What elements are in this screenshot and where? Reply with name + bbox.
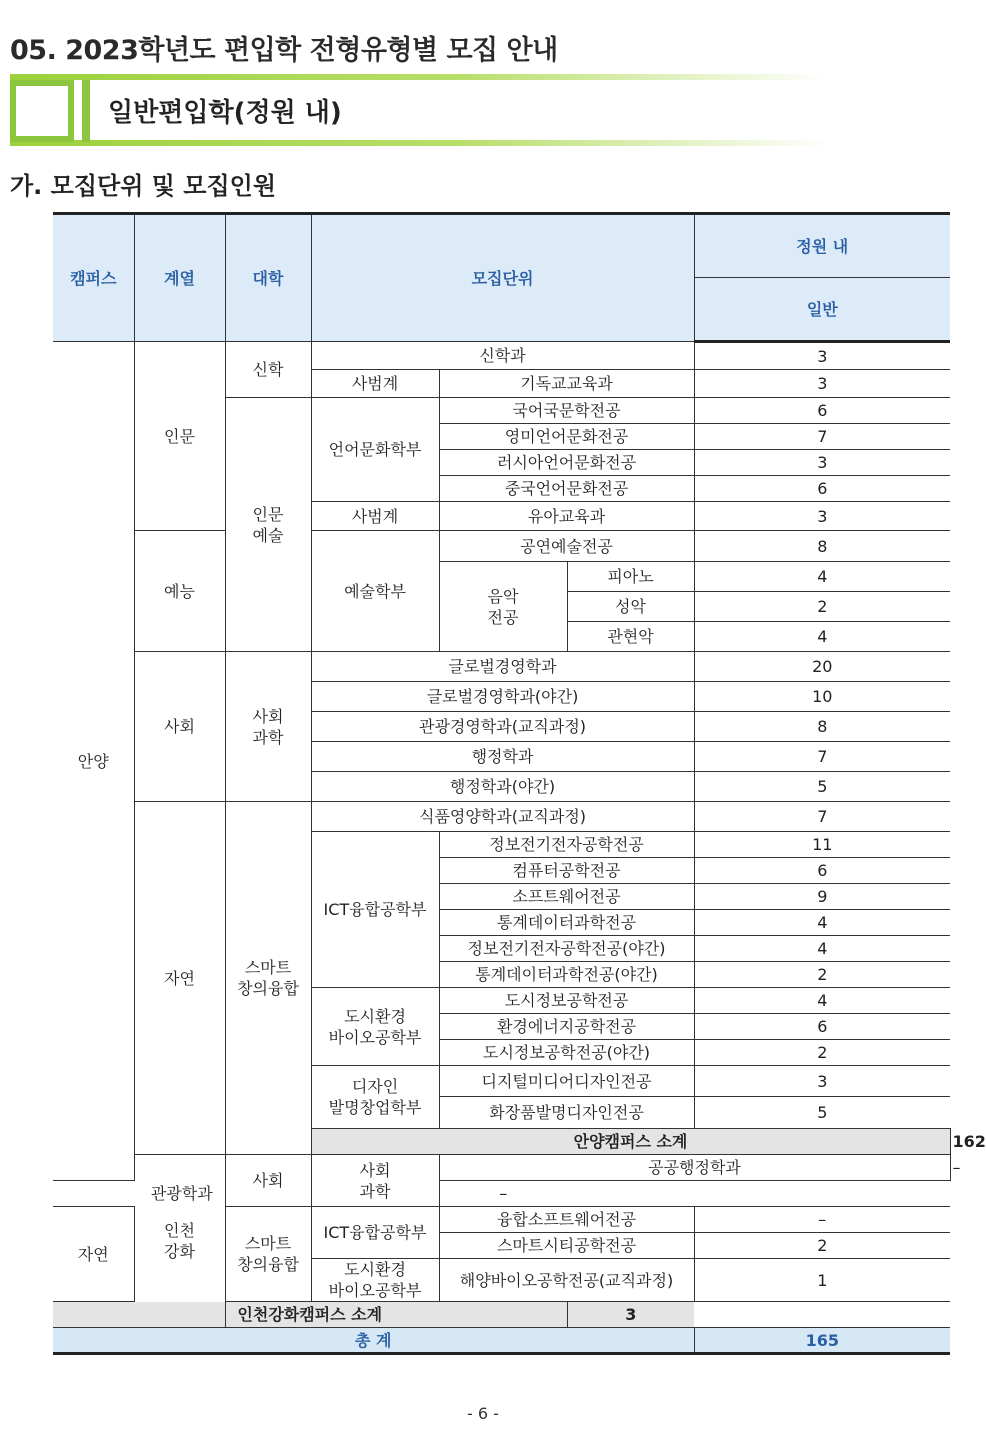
unit-gbm-night: 글로벌경영학과(야간) bbox=[311, 682, 694, 712]
school-urban-bio: 도시환경 바이오공학부 bbox=[311, 988, 439, 1066]
header-unit: 모집단위 bbox=[311, 214, 694, 342]
quota-computer: 6 bbox=[694, 858, 950, 884]
unit-food-nutrition: 식품영양학과(교직과정) bbox=[311, 802, 694, 832]
campus-anyang: 안양 bbox=[53, 342, 134, 1181]
unit-info-elec: 정보전기전자공학전공 bbox=[439, 832, 694, 858]
quota-env-energy: 6 bbox=[694, 1014, 950, 1040]
page-number: - 6 - bbox=[467, 1404, 499, 1423]
unit-piano: 피아노 bbox=[567, 562, 694, 592]
quota-urban-info: 4 bbox=[694, 988, 950, 1014]
unit-orchestra: 관현악 bbox=[567, 622, 694, 652]
school-design: 디자인 발명창업학부 bbox=[311, 1066, 439, 1129]
quota-early-edu: 3 bbox=[694, 502, 950, 531]
unit-public-admin: 행정학과 bbox=[311, 742, 694, 772]
unit-music-major: 음악 전공 bbox=[439, 562, 567, 652]
quota-cosmetic: 5 bbox=[694, 1097, 950, 1129]
college-smart-convergence: 스마트 창의융합 bbox=[225, 802, 311, 1155]
unit-public-admin-night: 행정학과(야간) bbox=[311, 772, 694, 802]
incheon-college-smart: 스마트 창의융합 bbox=[225, 1207, 311, 1302]
unit-russian: 러시아언어문화전공 bbox=[439, 450, 694, 476]
field-arts: 예능 bbox=[134, 531, 225, 652]
school-language-culture: 언어문화학부 bbox=[311, 398, 439, 502]
unit-chinese: 중국언어문화전공 bbox=[439, 476, 694, 502]
quota-info-elec: 11 bbox=[694, 832, 950, 858]
recruitment-table: 캠퍼스 계열 대학 모집단위 정원 내 일반 안양 인문 신학 신학과 3 사범계 기독교교육과 3 인문 예술 언어문화학부 국어국문학전공 6 영미언어문화전공 7 러시아언어문화전공 3 중국언어문화전공 6 사범계 유아교육과 3 예능 예술학부 공연예술전공 8 음악 전공 피아노 4 성악 2 관현악 4 사회 사회 과학 글로벌경영학과 20 글로벌경영학과(야간) 10 관광경영학과(교직과정) 8 행정학과 7 행정학과(야간) 5 자연 스마트 창의융합 식품영양학과(교직과정) 7 ICT융합공학부 정보전기전자공학전공 11 컴퓨터공학전공 6 소프트웨어전공 9 통계데이터과학전공 4 정보전기전자공학전공(야간) 4 통계데이터과학전공(야간) 2 도시환경 바이오공학부 도시정보공학전공 4 환경에너지공학전공 6 도시정보공학전공(야간) 2 디자인 발명창업학부 디지털미디어디자인전공 3 화장품발명디자인전공 5 안양캠퍼스 소계 162 인천 강화 사회 사회 과학 공공행정학과 – 관광학과 – 자연 스마트 창의융합 ICT융합공학부 융합소프트웨어전공 – 스마트시티공학전공 2 도시환경 바이오공학부 해양바이오공학전공(교직과정) 1 인천강화캠퍼스 소계 3 총 계 165 bbox=[53, 212, 950, 1355]
unit-performing: 공연예술전공 bbox=[439, 531, 694, 562]
quota-marine-bio: 1 bbox=[694, 1259, 950, 1302]
header-college: 대학 bbox=[225, 214, 311, 342]
unit-urban-info: 도시정보공학전공 bbox=[439, 988, 694, 1014]
quota-gbm-night: 10 bbox=[694, 682, 950, 712]
college-humanities-arts: 인문 예술 bbox=[225, 398, 311, 652]
quota-performing: 8 bbox=[694, 531, 950, 562]
unit-smart-city: 스마트시티공학전공 bbox=[439, 1233, 694, 1259]
quota-smart-city: 2 bbox=[694, 1233, 950, 1259]
quota-gbm: 20 bbox=[694, 652, 950, 682]
unit-conv-software: 융합소프트웨어전공 bbox=[439, 1207, 694, 1233]
field-natural: 자연 bbox=[134, 802, 225, 1155]
header-field: 계열 bbox=[134, 214, 225, 342]
section-title: 일반편입학(정원 내) bbox=[108, 98, 342, 128]
field-humanities: 인문 bbox=[134, 342, 225, 531]
unit-english: 영미언어문화전공 bbox=[439, 424, 694, 450]
unit-early-edu: 유아교육과 bbox=[439, 502, 694, 531]
incheon-college-social: 사회 과학 bbox=[311, 1155, 439, 1207]
anyang-subtotal-label: 안양캠퍼스 소계 bbox=[311, 1129, 950, 1155]
incheon-field-social: 사회 bbox=[225, 1155, 311, 1207]
unit-marine-bio: 해양바이오공학전공(교직과정) bbox=[439, 1259, 694, 1302]
college-social-science: 사회 과학 bbox=[225, 652, 311, 802]
school-art: 예술학부 bbox=[311, 531, 439, 652]
quota-russian: 3 bbox=[694, 450, 950, 476]
quota-info-elec-night: 4 bbox=[694, 936, 950, 962]
quota-digital-media: 3 bbox=[694, 1066, 950, 1097]
unit-vocal: 성악 bbox=[567, 592, 694, 622]
unit-stat-data: 통계데이터과학전공 bbox=[439, 910, 694, 936]
quota-urban-info-night: 2 bbox=[694, 1040, 950, 1066]
campus-incheon-ganghwa: 인천 강화 bbox=[134, 1155, 225, 1328]
unit-gbm: 글로벌경영학과 bbox=[311, 652, 694, 682]
unit-public-administration: 공공행정학과 bbox=[439, 1155, 950, 1181]
unit-tourism: 관광학과 bbox=[53, 1181, 311, 1207]
quota-chinese: 6 bbox=[694, 476, 950, 502]
field-social: 사회 bbox=[134, 652, 225, 802]
quota-christian-edu: 3 bbox=[694, 370, 950, 398]
quota-english: 7 bbox=[694, 424, 950, 450]
banner-top-line bbox=[10, 74, 830, 80]
unit-theology: 신학과 bbox=[311, 342, 694, 370]
incheon-school-ict: ICT융합공학부 bbox=[311, 1207, 439, 1259]
quota-stat-data: 4 bbox=[694, 910, 950, 936]
subsection-title: 가. 모집단위 및 모집인원 bbox=[10, 172, 277, 200]
quota-vocal: 2 bbox=[694, 592, 950, 622]
quota-public-admin-night: 5 bbox=[694, 772, 950, 802]
quota-tourism-mgmt: 8 bbox=[694, 712, 950, 742]
quota-stat-data-night: 2 bbox=[694, 962, 950, 988]
unit-edu-series: 사범계 bbox=[311, 370, 439, 398]
quota-theology: 3 bbox=[694, 342, 950, 370]
incheon-subtotal: 3 bbox=[567, 1302, 694, 1328]
quota-piano: 4 bbox=[694, 562, 950, 592]
banner-square-icon bbox=[10, 80, 74, 142]
header-quota-group: 정원 내 bbox=[694, 214, 950, 278]
unit-tourism-mgmt: 관광경영학과(교직과정) bbox=[311, 712, 694, 742]
unit-urban-info-night: 도시정보공학전공(야간) bbox=[439, 1040, 694, 1066]
unit-stat-data-night: 통계데이터과학전공(야간) bbox=[439, 962, 694, 988]
unit-software: 소프트웨어전공 bbox=[439, 884, 694, 910]
unit-cosmetic: 화장품발명디자인전공 bbox=[439, 1097, 694, 1129]
unit-digital-media: 디지털미디어디자인전공 bbox=[439, 1066, 694, 1097]
quota-public-admin: 7 bbox=[694, 742, 950, 772]
incheon-field-natural: 자연 bbox=[53, 1207, 134, 1302]
incheon-school-urban-bio: 도시환경 바이오공학부 bbox=[311, 1259, 439, 1302]
unit-korean: 국어국문학전공 bbox=[439, 398, 694, 424]
quota-food-nutrition: 7 bbox=[694, 802, 950, 832]
unit-edu-series-2: 사범계 bbox=[311, 502, 439, 531]
header-quota-general: 일반 bbox=[694, 278, 950, 342]
incheon-subtotal-label: 인천강화캠퍼스 소계 bbox=[53, 1302, 567, 1328]
quota-conv-software: – bbox=[694, 1207, 950, 1233]
quota-software: 9 bbox=[694, 884, 950, 910]
unit-info-elec-night: 정보전기전자공학전공(야간) bbox=[439, 936, 694, 962]
grand-total-label: 총 계 bbox=[53, 1328, 694, 1354]
college-theology: 신학 bbox=[225, 342, 311, 398]
header-campus: 캠퍼스 bbox=[53, 214, 134, 342]
quota-tourism: – bbox=[439, 1181, 567, 1207]
grand-total: 165 bbox=[694, 1328, 950, 1354]
school-ict: ICT융합공학부 bbox=[311, 832, 439, 988]
quota-korean: 6 bbox=[694, 398, 950, 424]
unit-env-energy: 환경에너지공학전공 bbox=[439, 1014, 694, 1040]
unit-computer: 컴퓨터공학전공 bbox=[439, 858, 694, 884]
banner-bar bbox=[82, 80, 90, 142]
unit-christian-edu: 기독교교육과 bbox=[439, 370, 694, 398]
quota-orchestra: 4 bbox=[694, 622, 950, 652]
page-heading: 05. 2023학년도 편입학 전형유형별 모집 안내 bbox=[10, 35, 558, 66]
banner-bottom-line bbox=[10, 140, 830, 146]
